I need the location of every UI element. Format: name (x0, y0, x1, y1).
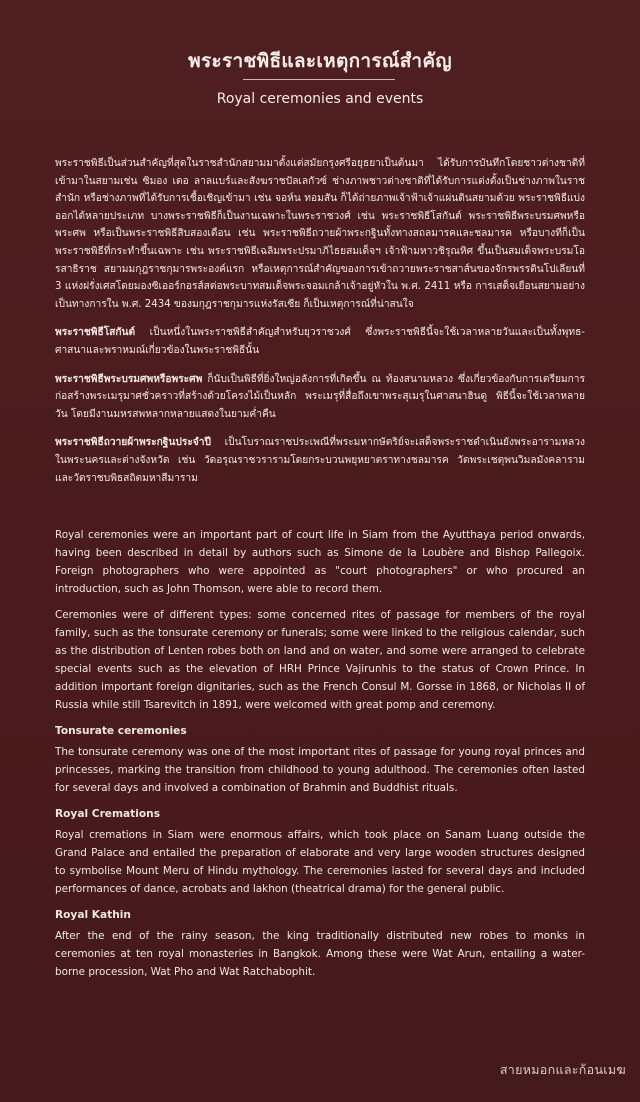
kathin-heading: Royal Kathin (55, 909, 131, 922)
watermark: สายหมอกและก้อนเมฆ (499, 1062, 626, 1077)
title-divider (243, 79, 395, 80)
english-types-paragraph: Ceremonies were of different types: some concerned rites of passage for members of the royal family, such as the tonsurate ceremony or funerals; some were linked to the religious calendar, such as the distribution of Lenten robes both on land and on water, and some were arranged to celebrate special events such as the elevation of HRH Prince Vajirunhis to the status of Crown Prince. In addition important foreign dignitaries, such as the French Consul M. Gorsse in 1868, or Nicholas II of Russia while still Tsarevitch in 1891, were welcomed with great pomp and ceremony. (55, 609, 585, 712)
tonsure-heading: Tonsurate ceremonies (55, 725, 187, 738)
kathin-paragraph: After the end of the rainy season, the king traditionally distributed new robes to monks in ceremonies at ten royal monasteries in Bangkok. Among these were Wat Arun, entailing a water-borne procession, Wat Pho and Wat Ratchabophit. (55, 930, 585, 979)
section-spacer (55, 498, 585, 526)
thai-tonsure-paragraph (55, 324, 585, 359)
thai-cremation-text: ก็นับเป็นพิธีที่ยิ่งใหญ่อลังการที่เกิดขึ้น ณ ท้องสนามหลวง ซึ่งเกี่ยวข้องกับการเตรียมการก่อสร้างพระเมรุมาศชั่วคราวที่สร้างด้วยโครงไม้เป็นหลัก พระเมรุที่สื่อถึงเขาพระสุเมรุในศาสนาฮินดู พิธีนี้จะใช้เวลาหลายวัน โดยมีงานมหรสพหลากหลายแสดงในยามค่ำคืน (55, 373, 585, 420)
thai-tonsure-lead: พระราชพิธีโสกันต์ (55, 327, 136, 339)
tonsure-paragraph: The tonsurate ceremony was one of the most important rites of passage for young royal princes and princesses, marking the transition from childhood to young adulthood. The ceremonies often lasted for several days and involved a combination of Brahmin and Buddhist rituals. (55, 746, 585, 795)
thai-cremation-paragraph (55, 371, 585, 424)
thai-kathin-paragraph (55, 434, 585, 487)
thai-cremation-lead: พระราชพิธีพระบรมศพหรือพระศพ (55, 373, 203, 385)
thai-kathin-text: เป็นโบราณราชประเพณีที่พระมหากษัตริย์จะเสด็จพระราชดำเนินยังพระอารามหลวงในพระนครและต่างจังหวัด เช่น วัดอรุณราชวรารามโดยกระบวนพยุหยาตราทางชลมารค วัดพระเชตุพนวิมลมังคลารามและวัดราชบพิธสถิตมหาสีมาราม (55, 437, 585, 484)
panel-content (55, 155, 585, 989)
cremation-paragraph: Royal cremations in Siam were enormous affairs, which took place on Sanam Luang outside the Grand Palace and entailed the preparation of elaborate and very large wooden structures designed to symbolise Mount Meru of Hindu mythology. The ceremonies lasted for several days and included performances of dance, acrobats and lakhon (theatrical drama) for the general public. (55, 829, 585, 896)
cremation-heading: Royal Cremations (55, 808, 161, 821)
thai-tonsure-text: เป็นหนึ่งในพระราชพิธีสำคัญสำหรับยุวราชวงศ์ ซึ่งพระราชพิธีนี้จะใช้เวลาหลายวันและเป็นทั้งพุทธ-ศาสนาและพราหมณ์เกี่ยวข้องในพระราชพิธีนั้น (55, 327, 585, 356)
page-title-english: Royal ceremonies and events (216, 91, 424, 107)
english-intro-paragraph: Royal ceremonies were an important part of court life in Siam from the Ayutthaya period onwards, having been described in detail by authors such as Simone de la Loubère and Bishop Pallegoix. Foreign photographers who were appointed as "court photographers" or who procured an introduction, such as John Thomson, were able to record them. (55, 529, 585, 596)
thai-intro-paragraph: พระราชพิธีเป็นส่วนสำคัญที่สุดในราชสำนักสยามมาตั้งแต่สมัยกรุงศรีอยุธยาเป็นต้นมา ได้รับการบันทึกโดยชาวต่างชาติที่เข้ามาในสยามเช่น ซิมอง เดอ ลาลแบร์และสังฆราชปัลเลกัวซ์ ช่างภาพชาวต่างชาติที่ได้รับการแต่งตั้งเป็นช่างภาพในราชสำนัก หรือช่างภาพที่ได้รับการเชื้อเชิญเข้ามา เช่น จอห์น ทอมสัน ก็ได้ถ่ายภาพเจ้าฟ้าเจ้าแผ่นดินสยามด้วย พระราชพิธีแบ่งออกได้หลายประเภท บางพระราชพิธีก็เป็นงานเฉพาะในพระราชวงศ์ เช่น พระราชพิธีโสกันต์ พระราชพิธีพระบรมศพหรือพระศพ หรือเป็นพระราชพิธีสิบสองเดือน เช่น พระราชพิธีถวายผ้าพระกฐินทั้งทางสถลมารคและชลมารค หรือบางทีก็เป็นพระราชพิธีที่กระทำขึ้นเฉพาะ เช่น พระราชพิธีเฉลิมพระปรมาภิไธยสมเด็จฯ เจ้าฟ้ามหาวชิรุณหิศ ขึ้นเป็นสมเด็จพระบรมโอรสาธิราช สยามมกุฎราชกุมารพระองค์แรก หรือเหตุการณ์สำคัญของการเข้าถวายพระราชสาส์นของจักรพรรดินโปเลียนที่ 3 แห่งฝรั่งเศสโดยมองซิเออร์กอรส์สต่อพระบาทสมเด็จพระจอมเกล้าเจ้าอยู่หัวใน พ.ศ. 2411 หรือ การเสด็จเยือนสยามอย่างเป็นทางการใน พ.ศ. 2434 ของมกุฎราชกุมารแห่งรัสเซีย ก็เป็นเหตุการณ์ที่น่าสนใจ (55, 158, 585, 310)
page-title-thai: พระราชพิธีและเหตุการณ์สำคัญ (188, 50, 452, 72)
thai-kathin-lead: พระราชพิธีถวายผ้าพระกฐินประจำปี (55, 437, 211, 449)
